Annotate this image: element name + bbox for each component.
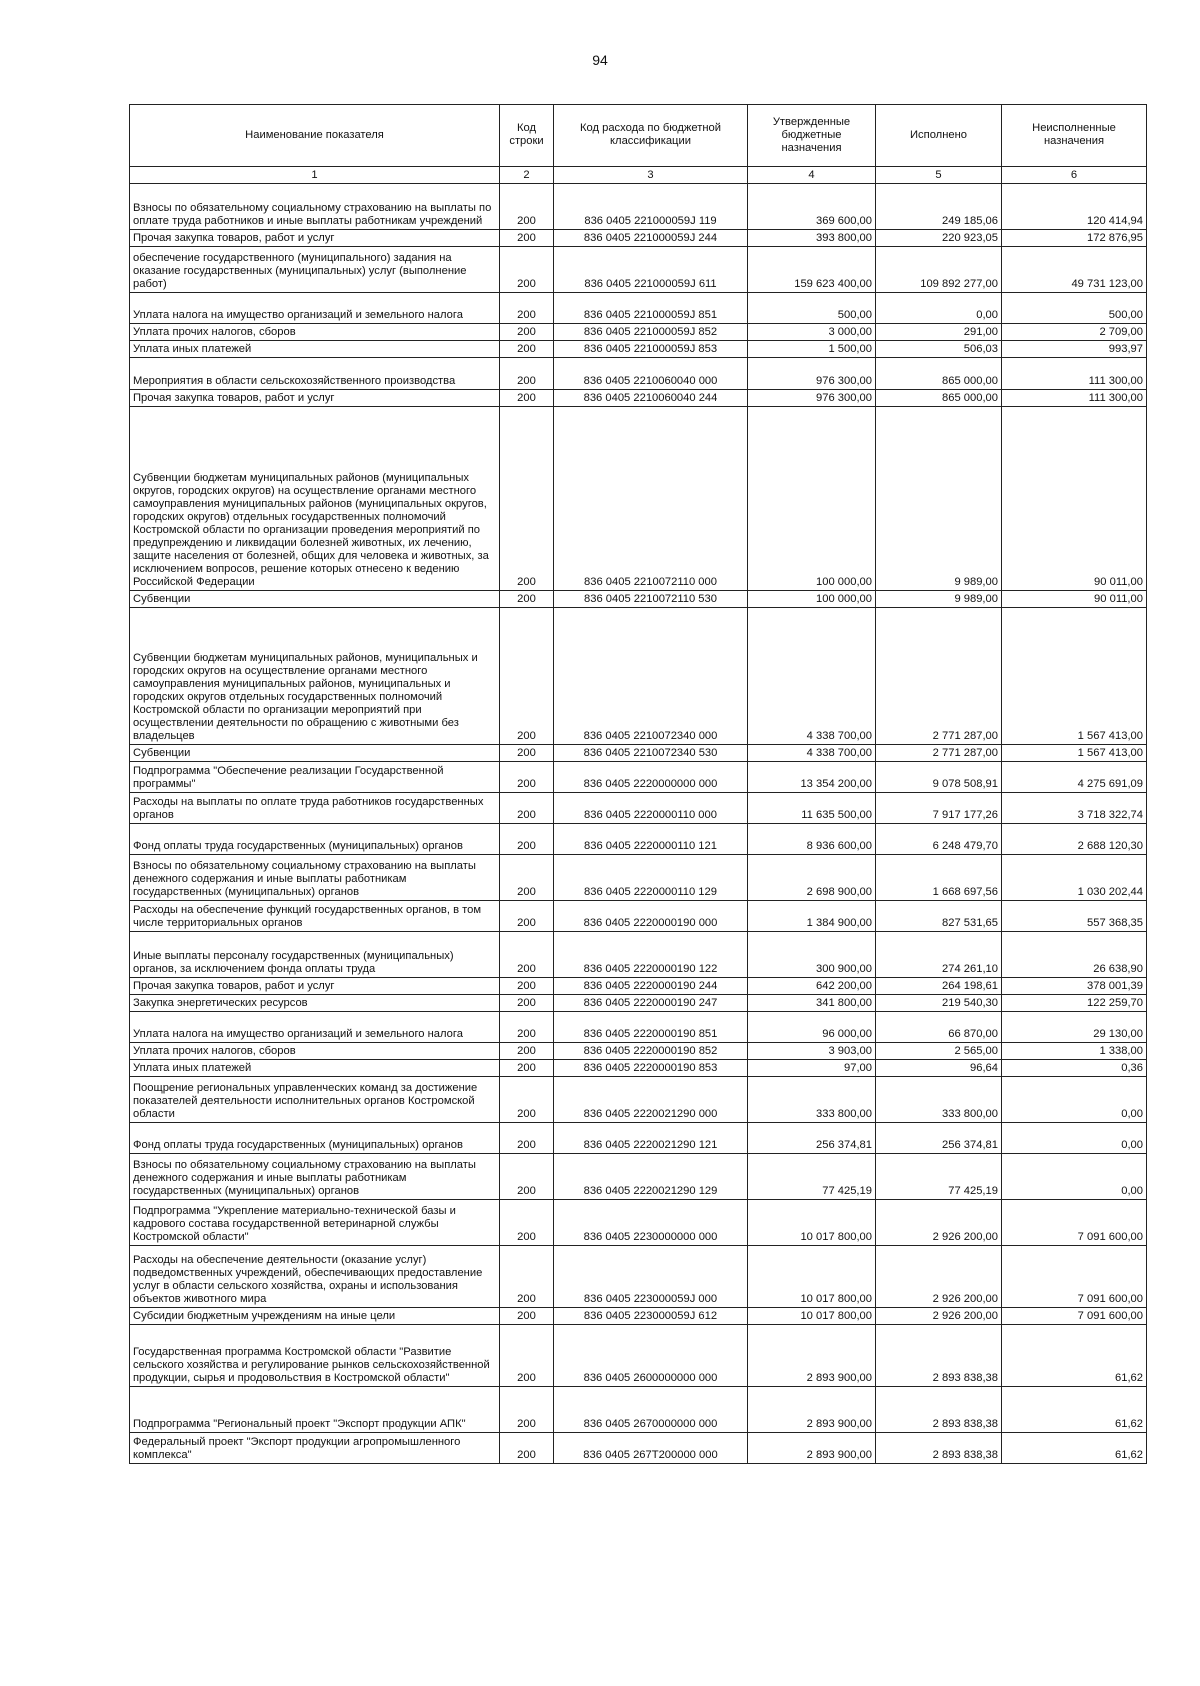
cell-budget-code: 836 0405 2220000110 121 [554,824,748,855]
header-budget-code: Код расхода по бюджетной классификации [554,105,748,167]
header-approved: Утвержденные бюджетные назначения [748,105,876,167]
cell-approved: 10 017 800,00 [748,1200,876,1246]
cell-remaining: 111 300,00 [1002,390,1147,407]
cell-row-code: 200 [500,995,554,1012]
cell-row-code: 200 [500,1387,554,1433]
table-row [130,407,1147,591]
column-index: 5 [876,167,1002,184]
header-executed: Исполнено [876,105,1002,167]
cell-name: Подпрограмма "Региональный проект "Экспорт продукции АПК" [130,1387,500,1433]
cell-approved: 100 000,00 [748,591,876,608]
cell-executed: 264 198,61 [876,978,1002,995]
cell-approved: 96 000,00 [748,1012,876,1043]
cell-approved: 100 000,00 [748,407,876,591]
column-index: 2 [500,167,554,184]
cell-remaining: 61,62 [1002,1325,1147,1387]
cell-budget-code: 836 0405 221000059J 853 [554,341,748,358]
cell-executed: 2 565,00 [876,1043,1002,1060]
cell-budget-code: 836 0405 2210072110 530 [554,591,748,608]
cell-executed: 109 892 277,00 [876,247,1002,293]
cell-remaining: 7 091 600,00 [1002,1308,1147,1325]
cell-remaining: 1 567 413,00 [1002,608,1147,745]
cell-approved: 3 903,00 [748,1043,876,1060]
cell-budget-code: 836 0405 2220021290 121 [554,1123,748,1154]
cell-approved: 77 425,19 [748,1154,876,1200]
cell-executed: 0,00 [876,293,1002,324]
table-row [130,1154,1147,1200]
table-row [130,324,1147,341]
cell-row-code: 200 [500,324,554,341]
cell-name: Расходы на обеспечение функций государственных органов, в том числе территориальных органов [130,901,500,932]
cell-name: Фонд оплаты труда государственных (муниципальных) органов [130,824,500,855]
cell-row-code: 200 [500,1246,554,1308]
cell-remaining: 993,97 [1002,341,1147,358]
cell-approved: 10 017 800,00 [748,1246,876,1308]
cell-remaining: 2 688 120,30 [1002,824,1147,855]
cell-remaining: 0,00 [1002,1123,1147,1154]
table-row [130,1012,1147,1043]
cell-row-code: 200 [500,184,554,230]
cell-row-code: 200 [500,293,554,324]
header-remaining: Неисполненные назначения [1002,105,1147,167]
cell-remaining: 61,62 [1002,1433,1147,1464]
cell-name: Уплата прочих налогов, сборов [130,1043,500,1060]
cell-approved: 8 936 600,00 [748,824,876,855]
cell-approved: 2 893 900,00 [748,1387,876,1433]
cell-approved: 4 338 700,00 [748,745,876,762]
cell-budget-code: 836 0405 2220000190 247 [554,995,748,1012]
cell-name: Субвенции бюджетам муниципальных районов, муниципальных и городских округов на осуществление органами местного самоуправления муниципальных районов, муниципальных и городских округов отдельных государственных полномочий Костромской области по организации мероприятий при осуществлении деятельности по обращению с животными без владельцев [130,608,500,745]
cell-budget-code: 836 0405 2220000190 000 [554,901,748,932]
cell-remaining: 7 091 600,00 [1002,1200,1147,1246]
cell-name: Субсидии бюджетным учреждениям на иные цели [130,1308,500,1325]
cell-name: Мероприятия в области сельскохозяйственного производства [130,358,500,390]
cell-budget-code: 836 0405 2220000190 244 [554,978,748,995]
cell-remaining: 0,00 [1002,1154,1147,1200]
cell-row-code: 200 [500,1012,554,1043]
cell-approved: 341 800,00 [748,995,876,1012]
cell-executed: 2 926 200,00 [876,1308,1002,1325]
cell-executed: 2 926 200,00 [876,1246,1002,1308]
table-row [130,1433,1147,1464]
cell-row-code: 200 [500,390,554,407]
cell-approved: 2 893 900,00 [748,1325,876,1387]
cell-name: Уплата иных платежей [130,1060,500,1077]
cell-approved: 10 017 800,00 [748,1308,876,1325]
cell-row-code: 200 [500,745,554,762]
cell-row-code: 200 [500,407,554,591]
table-row [130,1387,1147,1433]
cell-remaining: 90 011,00 [1002,407,1147,591]
column-index: 6 [1002,167,1147,184]
cell-remaining: 4 275 691,09 [1002,762,1147,793]
cell-name: Расходы на обеспечение деятельности (оказание услуг) подведомственных учреждений, обеспечивающих предоставление услуг в области сельского хозяйства, охраны и использования объектов животного мира [130,1246,500,1308]
cell-name: обеспечение государственного (муниципального) задания на оказание государственных (муниципальных) услуг (выполнение работ) [130,247,500,293]
cell-approved: 159 623 400,00 [748,247,876,293]
cell-approved: 1 384 900,00 [748,901,876,932]
table-row [130,184,1147,230]
cell-executed: 827 531,65 [876,901,1002,932]
cell-budget-code: 836 0405 223000059J 612 [554,1308,748,1325]
cell-budget-code: 836 0405 2220021290 129 [554,1154,748,1200]
cell-budget-code: 836 0405 2220000190 122 [554,932,748,978]
cell-row-code: 200 [500,1123,554,1154]
cell-row-code: 200 [500,247,554,293]
cell-executed: 256 374,81 [876,1123,1002,1154]
cell-executed: 2 771 287,00 [876,745,1002,762]
cell-row-code: 200 [500,230,554,247]
cell-approved: 1 500,00 [748,341,876,358]
cell-name: Уплата прочих налогов, сборов [130,324,500,341]
cell-executed: 2 893 838,38 [876,1387,1002,1433]
table-body [130,184,1147,1464]
cell-row-code: 200 [500,341,554,358]
header-name: Наименование показателя [130,105,500,167]
cell-name: Уплата налога на имущество организаций и земельного налога [130,293,500,324]
cell-budget-code: 836 0405 2670000000 000 [554,1387,748,1433]
table-row [130,1060,1147,1077]
cell-name: Прочая закупка товаров, работ и услуг [130,978,500,995]
cell-budget-code: 836 0405 2600000000 000 [554,1325,748,1387]
table-row [130,855,1147,901]
cell-row-code: 200 [500,1433,554,1464]
table-row [130,793,1147,824]
cell-row-code: 200 [500,1043,554,1060]
table-row [130,358,1147,390]
cell-remaining: 1 030 202,44 [1002,855,1147,901]
cell-executed: 274 261,10 [876,932,1002,978]
column-index: 3 [554,167,748,184]
cell-name: Субвенции [130,591,500,608]
cell-budget-code: 836 0405 2220000190 852 [554,1043,748,1060]
cell-approved: 3 000,00 [748,324,876,341]
table-row [130,824,1147,855]
cell-executed: 2 893 838,38 [876,1325,1002,1387]
cell-row-code: 200 [500,855,554,901]
cell-budget-code: 836 0405 2220000190 851 [554,1012,748,1043]
table-row [130,247,1147,293]
cell-remaining: 26 638,90 [1002,932,1147,978]
cell-executed: 77 425,19 [876,1154,1002,1200]
table-row [130,293,1147,324]
cell-remaining: 378 001,39 [1002,978,1147,995]
cell-approved: 976 300,00 [748,358,876,390]
cell-budget-code: 836 0405 221000059J 611 [554,247,748,293]
cell-row-code: 200 [500,591,554,608]
cell-executed: 865 000,00 [876,390,1002,407]
cell-approved: 11 635 500,00 [748,793,876,824]
cell-name: Взносы по обязательному социальному страхованию на выплаты денежного содержания и иные выплаты работникам государственных (муниципальных) органов [130,855,500,901]
table-row [130,901,1147,932]
cell-row-code: 200 [500,793,554,824]
cell-remaining: 500,00 [1002,293,1147,324]
cell-executed: 249 185,06 [876,184,1002,230]
cell-approved: 976 300,00 [748,390,876,407]
cell-budget-code: 836 0405 2210072110 000 [554,407,748,591]
table-row [130,932,1147,978]
cell-remaining: 2 709,00 [1002,324,1147,341]
cell-budget-code: 836 0405 2210072340 000 [554,608,748,745]
cell-remaining: 0,36 [1002,1060,1147,1077]
cell-budget-code: 836 0405 2210060040 244 [554,390,748,407]
cell-name: Поощрение региональных управленческих команд за достижение показателей деятельности исполнительных органов Костромской области [130,1077,500,1123]
cell-remaining: 1 567 413,00 [1002,745,1147,762]
column-index: 1 [130,167,500,184]
cell-executed: 333 800,00 [876,1077,1002,1123]
cell-name: Закупка энергетических ресурсов [130,995,500,1012]
cell-approved: 4 338 700,00 [748,608,876,745]
cell-executed: 220 923,05 [876,230,1002,247]
cell-executed: 9 989,00 [876,407,1002,591]
cell-approved: 2 893 900,00 [748,1433,876,1464]
cell-row-code: 200 [500,608,554,745]
cell-name: Подпрограмма "Обеспечение реализации Государственной программы" [130,762,500,793]
cell-remaining: 90 011,00 [1002,591,1147,608]
table-row [130,591,1147,608]
table-row [130,1077,1147,1123]
cell-remaining: 557 368,35 [1002,901,1147,932]
column-index-row [130,167,1147,184]
cell-budget-code: 836 0405 2220000110 129 [554,855,748,901]
cell-name: Субвенции бюджетам муниципальных районов (муниципальных округов, городских округов) на осуществление органами местного самоуправления муниципальных районов (муниципальных округов, городских округов) отдельных государственных полномочий Костромской области по организации проведения мероприятий по предупреждению и ликвидации болезней животных, их лечению, защите населения от болезней, общих для человека и животных, за исключением вопросов, решение которых отнесено к ведению Российской Федерации [130,407,500,591]
cell-budget-code: 836 0405 2220021290 000 [554,1077,748,1123]
cell-name: Уплата иных платежей [130,341,500,358]
cell-executed: 1 668 697,56 [876,855,1002,901]
table-row [130,608,1147,745]
table-row [130,230,1147,247]
cell-remaining: 111 300,00 [1002,358,1147,390]
cell-approved: 13 354 200,00 [748,762,876,793]
cell-remaining: 61,62 [1002,1387,1147,1433]
cell-row-code: 200 [500,824,554,855]
cell-approved: 500,00 [748,293,876,324]
cell-budget-code: 836 0405 221000059J 851 [554,293,748,324]
cell-executed: 9 078 508,91 [876,762,1002,793]
table-row [130,1200,1147,1246]
cell-budget-code: 836 0405 2210060040 000 [554,358,748,390]
cell-executed: 66 870,00 [876,1012,1002,1043]
cell-name: Уплата налога на имущество организаций и земельного налога [130,1012,500,1043]
cell-remaining: 3 718 322,74 [1002,793,1147,824]
header-row-code: Код строки [500,105,554,167]
cell-budget-code: 836 0405 221000059J 244 [554,230,748,247]
table-row [130,1325,1147,1387]
cell-remaining: 29 130,00 [1002,1012,1147,1043]
cell-remaining: 122 259,70 [1002,995,1147,1012]
header-row [130,105,1147,167]
cell-approved: 393 800,00 [748,230,876,247]
cell-executed: 7 917 177,26 [876,793,1002,824]
cell-remaining: 1 338,00 [1002,1043,1147,1060]
table-row [130,978,1147,995]
cell-executed: 6 248 479,70 [876,824,1002,855]
cell-row-code: 200 [500,1200,554,1246]
cell-budget-code: 836 0405 2230000000 000 [554,1200,748,1246]
cell-executed: 96,64 [876,1060,1002,1077]
cell-remaining: 172 876,95 [1002,230,1147,247]
table-row [130,1246,1147,1308]
table-row [130,1043,1147,1060]
cell-budget-code: 836 0405 221000059J 852 [554,324,748,341]
cell-remaining: 120 414,94 [1002,184,1147,230]
cell-executed: 219 540,30 [876,995,1002,1012]
cell-name: Государственная программа Костромской области "Развитие сельского хозяйства и регулирование рынков сельскохозяйственной продукции, сырья и продовольствия в Костромской области" [130,1325,500,1387]
cell-approved: 256 374,81 [748,1123,876,1154]
cell-row-code: 200 [500,978,554,995]
cell-remaining: 7 091 600,00 [1002,1246,1147,1308]
cell-name: Иные выплаты персоналу государственных (муниципальных) органов, за исключением фонда оплаты труда [130,932,500,978]
cell-name: Прочая закупка товаров, работ и услуг [130,390,500,407]
cell-row-code: 200 [500,932,554,978]
cell-budget-code: 836 0405 221000059J 119 [554,184,748,230]
cell-executed: 2 926 200,00 [876,1200,1002,1246]
cell-row-code: 200 [500,1154,554,1200]
cell-budget-code: 836 0405 2220000000 000 [554,762,748,793]
cell-executed: 291,00 [876,324,1002,341]
cell-remaining: 49 731 123,00 [1002,247,1147,293]
table-row [130,1308,1147,1325]
page-number: 94 [592,52,608,68]
cell-executed: 865 000,00 [876,358,1002,390]
cell-budget-code: 836 0405 223000059J 000 [554,1246,748,1308]
cell-row-code: 200 [500,1077,554,1123]
table-row [130,1123,1147,1154]
cell-name: Субвенции [130,745,500,762]
cell-executed: 506,03 [876,341,1002,358]
cell-row-code: 200 [500,901,554,932]
cell-name: Подпрограмма "Укрепление материально-технической базы и кадрового состава государственной ветеринарной службы Костромской области" [130,1200,500,1246]
table-row [130,762,1147,793]
cell-approved: 300 900,00 [748,932,876,978]
cell-name: Прочая закупка товаров, работ и услуг [130,230,500,247]
cell-remaining: 0,00 [1002,1077,1147,1123]
table-row [130,390,1147,407]
cell-name: Взносы по обязательному социальному страхованию на выплаты денежного содержания и иные выплаты работникам государственных (муниципальных) органов [130,1154,500,1200]
cell-name: Федеральный проект "Экспорт продукции агропромышленного комплекса" [130,1433,500,1464]
table-row [130,341,1147,358]
cell-approved: 369 600,00 [748,184,876,230]
cell-budget-code: 836 0405 2220000190 853 [554,1060,748,1077]
cell-row-code: 200 [500,762,554,793]
cell-name: Фонд оплаты труда государственных (муниципальных) органов [130,1123,500,1154]
cell-budget-code: 836 0405 267T200000 000 [554,1433,748,1464]
cell-row-code: 200 [500,1325,554,1387]
table-row [130,745,1147,762]
cell-approved: 642 200,00 [748,978,876,995]
cell-name: Расходы на выплаты по оплате труда работников государственных органов [130,793,500,824]
cell-row-code: 200 [500,1308,554,1325]
cell-row-code: 200 [500,1060,554,1077]
cell-budget-code: 836 0405 2210072340 530 [554,745,748,762]
cell-executed: 9 989,00 [876,591,1002,608]
column-index: 4 [748,167,876,184]
cell-approved: 333 800,00 [748,1077,876,1123]
cell-row-code: 200 [500,358,554,390]
table-row [130,995,1147,1012]
cell-executed: 2 771 287,00 [876,608,1002,745]
cell-approved: 97,00 [748,1060,876,1077]
cell-executed: 2 893 838,38 [876,1433,1002,1464]
cell-name: Взносы по обязательному социальному страхованию на выплаты по оплате труда работников и иные выплаты работникам учреждений [130,184,500,230]
budget-execution-table [129,104,1147,1464]
cell-budget-code: 836 0405 2220000110 000 [554,793,748,824]
cell-approved: 2 698 900,00 [748,855,876,901]
